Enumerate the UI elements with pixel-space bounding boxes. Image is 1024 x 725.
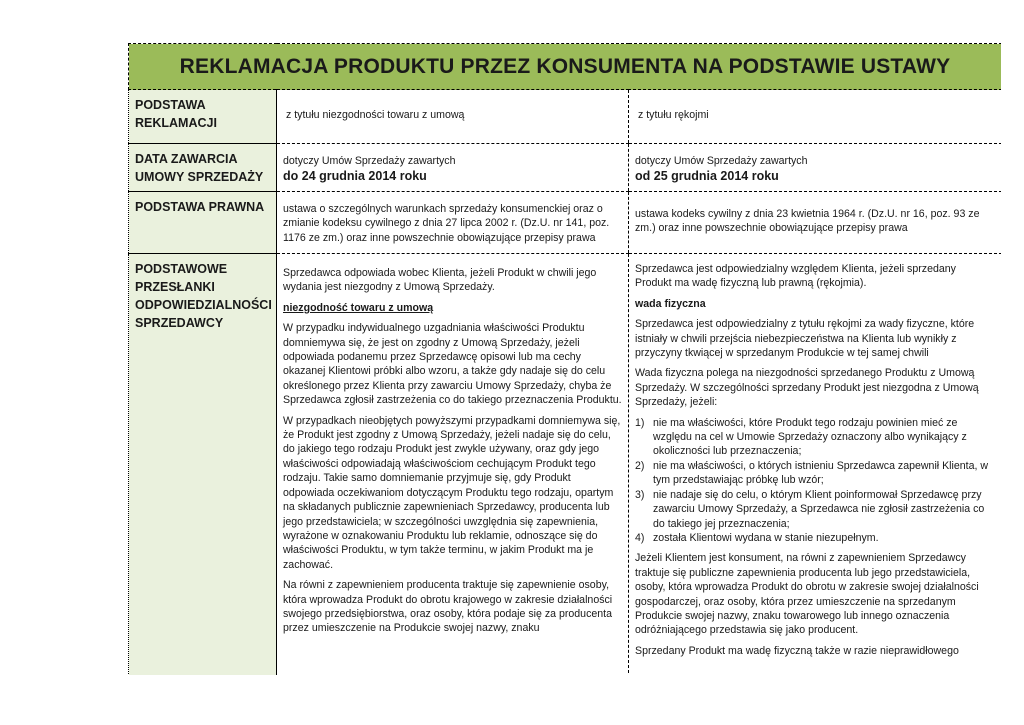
- text-data-col1-date: do 24 grudnia 2014 roku: [283, 169, 427, 184]
- text-niezgodnosc: z tytułu niezgodności towaru z umową: [286, 109, 465, 122]
- defect-list: [635, 416, 995, 546]
- table-title: REKLAMACJA PRODUKTU PRZEZ KONSUMENTA NA PODSTAWIE USTAWY: [129, 44, 1002, 90]
- paragraph: Sprzedawca odpowiada wobec Klienta, jeżeli Produkt w chwili jego wydania jest niezgodny z Umową Sprzedaży.: [283, 267, 597, 294]
- section-heading: niezgodność towaru z umową: [283, 301, 434, 314]
- paragraph: W przypadkach nieobjętych powyższymi przypadkami domniemywa się, że Produkt jest zgodny z Umową Sprzedaży, jeżeli nadaje się do celu, do jakiego tego rodzaju Produkt jest zwykle używany, oraz gdy jego właściwości odpowiadają właściwościom cechującym Produkt tego rodzaju. Takie samo domniemanie przyjmuje się, gdy Produkt odpowiada oczekiwaniom dotyczącym Produktu tego rodzaju, opartym na składanych publicznie zapewnieniach Sprzedawcy, producenta lub jego przedstawiciela; w szczególności uwzględnia się zapewnienia, wyrażone w oznakowaniu Produktu lub reklamie, odnoszące się do właściwości Produktu, w tym także terminu, w jakim Produkt ma je zachować.: [283, 414, 621, 571]
- cell-data-col1: [277, 144, 629, 192]
- paragraph: Na równi z zapewnieniem producenta traktuje się zapewnienie osoby, która wprowadza Produkt do obrotu krajowego w zakresie działalności swojego przedsiębiorstwa, oraz osoby, która podaje się za producenta przez umieszczenie na Produkcie swojej nazwy, znaku: [283, 579, 613, 635]
- cell-podstawa-rekojmia: [629, 90, 1002, 144]
- paragraph: Sprzedany Produkt ma wadę fizyczną także w razie nieprawidłowego: [635, 644, 959, 657]
- list-item: 1) nie ma właściwości, które Produkt tego rodzaju powinien mieć ze względu na cel w Umowie Sprzedaży oznaczony albo wynikający z okoliczności lub przeznaczenia;: [635, 416, 967, 458]
- cell-data-col2: [629, 144, 1002, 192]
- cell-przeslanki-col2: [629, 254, 1002, 676]
- paragraph: Jeżeli Klientem jest konsument, na równi z zapewnieniem Sprzedawcy traktuje się publiczne zapewnienia producenta lub jego przedstawiciela, osoby, która wprowadza Produkt do obrotu w zakresie swojej działalności gospodarczej, oraz osoby, która przez umieszczenie na sprzedanym Produkcie swojej nazwy, znaku towarowego lub innego oznaczenia odróżniającego przedstawia się jako producent.: [635, 552, 979, 637]
- label-podstawa-reklamacji: PODSTAWA REKLAMACJI: [129, 90, 277, 144]
- paragraph: W przypadku indywidualnego uzgadniania właściwości Produktu domniemywa się, że jest on zgodny z Umową Sprzedaży, jeżeli odpowiada podanemu przez Sprzedawcę opisowi lub ma cechy okazanej Klientowi próbki albo wzoru, a także gdy nadaje się do celu określonego przez Klienta przy zawarciu Umowy Sprzedaży, chyba że Sprzedawca zgłosił zastrzeżenia co do takiego przeznaczenia Produktu.: [283, 322, 622, 407]
- text-prawna-col2: ustawa kodeks cywilny z dnia 23 kwietnia 1964 r. (Dz.U. nr 16, poz. 93 ze zm.) oraz inne powszechnie obowiązujące przepisy prawa: [635, 207, 980, 234]
- paragraph: Sprzedawca jest odpowiedzialny względem Klienta, jeżeli sprzedany Produkt ma wadę fizyczną lub prawną (rękojmia).: [635, 263, 956, 290]
- text-rekojmia: z tytułu rękojmi: [638, 109, 709, 122]
- cell-prawna-col2: [629, 192, 1002, 254]
- list-item: 3) nie nadaje się do celu, o którym Klient poinformował Sprzedawcę przy zawarciu Umowy Sprzedaży, a Sprzedawca nie zgłosił zastrzeżenia co do takiego jej przeznaczenia;: [635, 488, 985, 530]
- cell-przeslanki-col1: [277, 254, 629, 676]
- document-page: [128, 43, 1001, 675]
- label-data-zawarcia: DATA ZAWARCIA UMOWY SPRZEDAŻY: [129, 144, 277, 192]
- cell-prawna-col1: [277, 192, 629, 254]
- text-data-col2-date: od 25 grudnia 2014 roku: [635, 169, 779, 184]
- label-podstawa-prawna: PODSTAWA PRAWNA: [129, 192, 277, 254]
- label-przeslanki: PODSTAWOWE PRZESŁANKI ODPOWIEDZIALNOŚCI SPRZEDAWCY: [129, 254, 277, 676]
- section-heading: wada fizyczna: [635, 297, 706, 310]
- cell-podstawa-niezgodnosc: [277, 90, 629, 144]
- list-item: 4) została Klientowi wydana w stanie niezupełnym.: [635, 531, 879, 544]
- text-data-col1-line: dotyczy Umów Sprzedaży zawartych: [283, 155, 456, 167]
- text-prawna-col1: ustawa o szczególnych warunkach sprzedaży konsumenckiej oraz o zmianie kodeksu cywilnego z dnia 27 lipca 2002 r. (Dz.U. nr 141, poz. 1176 ze zm.) oraz inne powszechnie obowiązujące przepisy prawa: [283, 203, 610, 244]
- paragraph: Sprzedawca jest odpowiedzialny z tytułu rękojmi za wady fizyczne, które istniały w chwili przejścia niebezpieczeństwa na Klienta lub wynikły z przyczyny tkwiącej w sprzedanym Produkcie w tej samej chwili: [635, 318, 975, 360]
- list-item: 2) nie ma właściwości, o których istnieniu Sprzedawca zapewnił Klienta, w tym przedstawiając próbkę lub wzór;: [635, 459, 989, 487]
- paragraph: Wada fizyczna polega na niezgodności sprzedanego Produktu z Umową Sprzedaży. W szczególności sprzedany Produkt jest niezgodna z Umową Sprzedaży, jeżeli:: [635, 367, 979, 409]
- complaint-table: [128, 43, 1001, 675]
- text-data-col2-line: dotyczy Umów Sprzedaży zawartych: [635, 155, 808, 167]
